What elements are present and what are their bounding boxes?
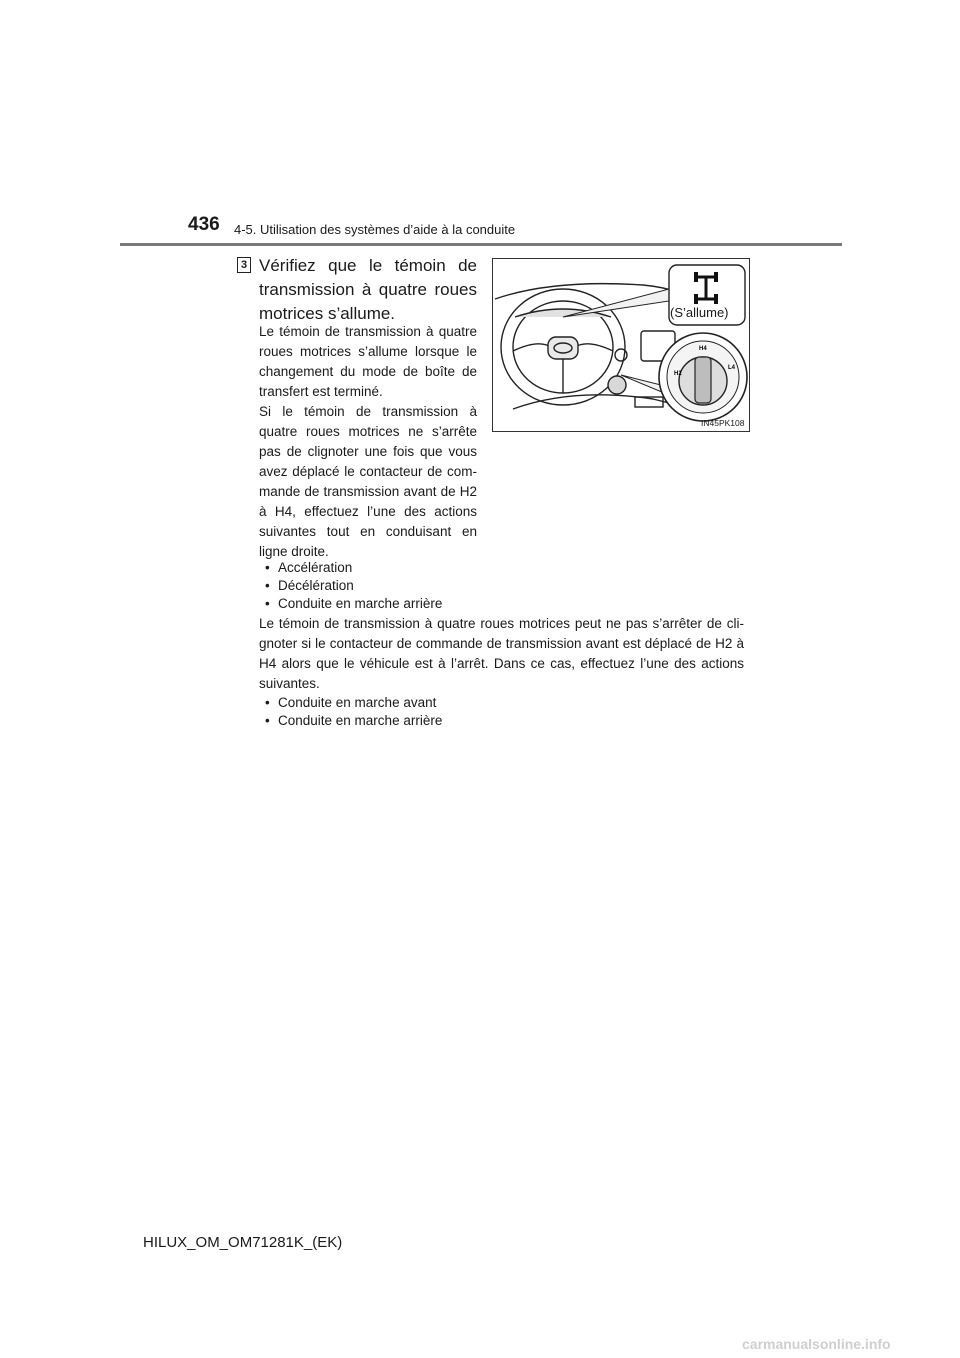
dash-knob	[615, 349, 627, 361]
dial-label-h4: H4	[699, 346, 707, 352]
list-item: • Accélération	[265, 559, 442, 577]
dial-label-l4: L4	[728, 365, 736, 371]
watermark: carmanualsonline.info	[742, 1336, 891, 1352]
list-item: • Conduite en marche arrière	[265, 712, 442, 730]
paragraph-blinking-when-stopped: Le témoin de transmission à quatre roues motrices peut ne pas s’arrêter de clignoter si le contacteur de commande de transmission avant est déplacé de H2 à H4 alors que le véhicule est à l’arrêt. Dans ce cas, effectuez l’une des actions suivantes.	[259, 616, 744, 691]
step-heading: Vérifiez que le témoin de transmission à quatre roues motrices s’allume.	[259, 256, 477, 323]
figure-callout-label: (S’allume)	[670, 305, 729, 320]
page-number: 436	[188, 214, 220, 235]
transfer-switch-small	[608, 376, 626, 394]
list-item: • Conduite en marche arrière	[265, 595, 442, 613]
step-badge: 3	[237, 257, 251, 273]
paragraph-blinking-while-driving: Si le témoin de transmission à quatre roues motrices ne s’arrête pas de clignoter une fois que vous avez déplacé le contacteur de commande de transmission avant de H2 à H4, effectuez l’une des actions suivantes tout en conduisant en ligne droite.	[259, 404, 477, 559]
steering-hub	[548, 337, 578, 359]
figure-code: IN45PK108	[701, 418, 745, 428]
dial-label-h2: H2	[674, 371, 682, 377]
list-item: • Décélération	[265, 577, 442, 595]
list-item: • Conduite en marche avant	[265, 694, 442, 712]
figure-dashboard-illustration	[492, 258, 750, 432]
bullet-list-driving-actions	[265, 559, 442, 613]
footer-document-code: HILUX_OM_OM71281K_(EK)	[143, 1234, 343, 1251]
dashboard-line-drawing	[493, 259, 749, 431]
transfer-switch-grip	[695, 357, 711, 403]
header-rule	[120, 243, 842, 246]
paragraph-indicator-lights: Le témoin de transmission à quatre roues motrices s’allume lorsque le changement du mode de boîte de transfert est terminé.	[259, 324, 477, 399]
section-title: 4-5. Utilisation des systèmes d’aide à la conduite	[234, 222, 516, 237]
bullet-list-stopped-actions	[265, 694, 442, 730]
